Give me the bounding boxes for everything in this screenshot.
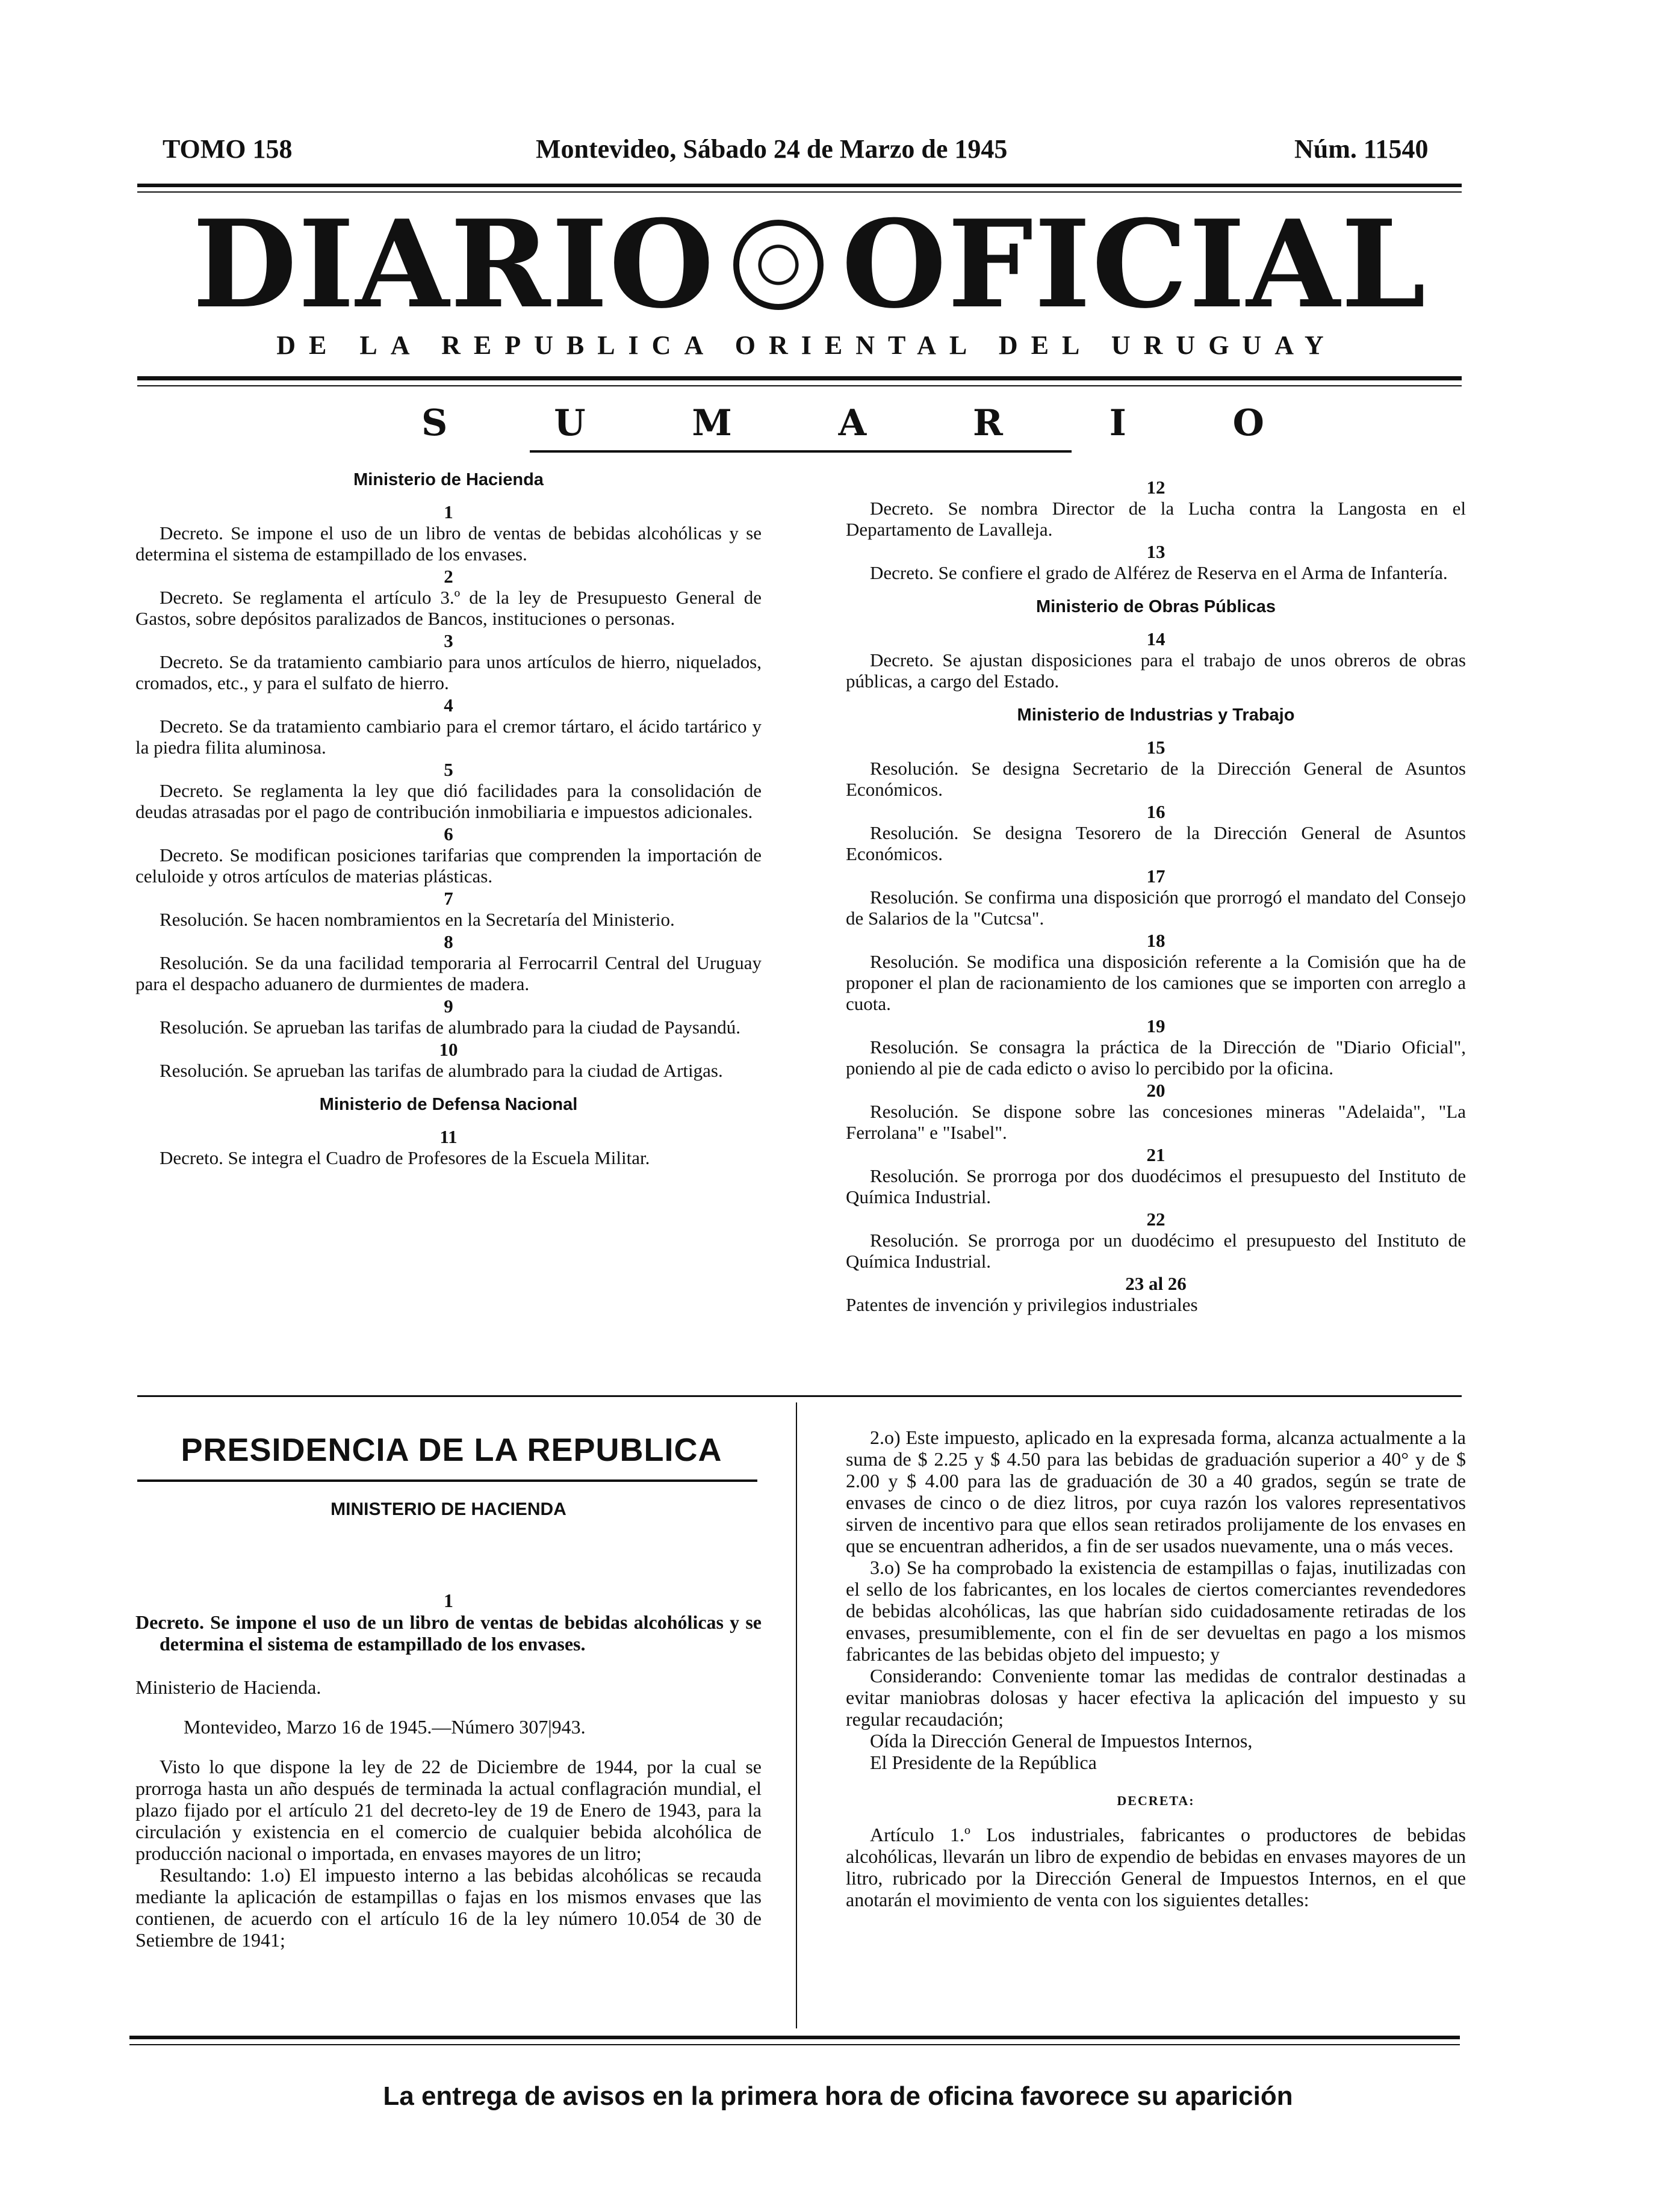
ministry-heading: Ministerio de Obras Públicas <box>1035 597 1276 616</box>
footer-rule-thin <box>129 2044 1460 2045</box>
sumario-item: Decreto. Se ajustan disposiciones para el trabajo de unos obreros de obras públicas, a cargo del Estado. <box>846 649 1466 692</box>
sumario-item: Resolución. Se aprueban las tarifas de alumbrado para la ciudad de Artigas. <box>160 1060 723 1081</box>
sumario-item: Patentes de invención y privilegios industriales <box>846 1294 1198 1315</box>
section-title: PRESIDENCIA DE LA REPUBLICA <box>181 1432 722 1468</box>
item-number: 9 <box>444 996 453 1017</box>
sumario-letter: A <box>838 402 867 444</box>
sumario-item: Resolución. Se aprueban las tarifas de alumbrado para la ciudad de Paysandú. <box>160 1017 740 1038</box>
footer-notice: La entrega de avisos en la primera hora de oficina favorece su aparición <box>383 2081 1293 2111</box>
item-number: 23 al 26 <box>1125 1273 1187 1294</box>
sumario-title <box>421 402 1264 444</box>
item-number: 19 <box>1146 1015 1165 1036</box>
section-title-rule <box>137 1479 757 1482</box>
masthead-subtitle: DE LA REPUBLICA ORIENTAL DEL URUGUAY <box>276 330 1337 360</box>
column-divider <box>796 1402 797 2028</box>
decree-article-1: Artículo 1.º Los industriales, fabricantes o productores de bebidas alcohólicas, llevarán un libro de expendio de bebidas en envases mayores de un litro, rubricado por la Dirección General de Impuestos Internos, en el que anotarán el movimiento de venta con los siguientes detalles: <box>846 1824 1466 1910</box>
tomo-label: TOMO 158 <box>163 134 293 164</box>
item-number: 16 <box>1146 801 1165 822</box>
ministry-heading: MINISTERIO DE HACIENDA <box>331 1499 566 1519</box>
ministry-heading: Ministerio de Hacienda <box>353 470 544 489</box>
decree-resultando-3: 3.o) Se ha comprobado la existencia de estampillas o fajas, inutilizadas con el sello de los fabricantes, en los locales de ciertos comerciantes revendedores de bebidas alcohólicas, las que habrían sido cuidadosamente retiradas de los envases, presumiblemente, con el fin de ser devueltas en pago a los mismos fabricantes de las bebidas objeto del impuesto; y <box>846 1557 1466 1665</box>
issue-date: Montevideo, Sábado 24 de Marzo de 1945 <box>536 134 1008 164</box>
sumario-item: Resolución. Se hacen nombramientos en la Secretaría del Ministerio. <box>160 909 675 930</box>
sumario-letter: U <box>554 402 586 444</box>
decree-resultando: Resultando: 1.o) El impuesto interno a las bebidas alcohólicas se recauda mediante la aplicación de estampillas o fajas en los mismos envases que las contienen, de acuerdo con el artículo 16 de la ley número 10.054 de 30 de Setiembre de 1941; <box>135 1864 762 1951</box>
decreta-heading: DECRETA: <box>1117 1793 1195 1808</box>
footer-rule <box>129 2036 1460 2039</box>
sumario-bottom-rule <box>137 1395 1462 1397</box>
decree-presidente: El Presidente de la República <box>870 1752 1097 1773</box>
sumario-item: Decreto. Se da tratamiento cambiario para unos artículos de hierro, niquelados, cromados, etc., y para el sulfato de hierro. <box>135 651 762 693</box>
sumario-item: Decreto. Se confiere el grado de Alférez de Reserva en el Arma de Infantería. <box>870 562 1448 583</box>
sumario-item: Resolución. Se designa Tesorero de la Dirección General de Asuntos Económicos. <box>846 822 1466 864</box>
sumario-underline <box>530 450 1072 453</box>
sumario-letter: R <box>973 402 1003 444</box>
coat-of-arms-icon <box>733 220 824 310</box>
ministry-heading: Ministerio de Industrias y Trabajo <box>1017 705 1295 725</box>
sumario-item: Resolución. Se designa Secretario de la Dirección General de Asuntos Económicos. <box>846 758 1466 800</box>
sumario-letter: M <box>692 402 732 444</box>
decree-title: Decreto. Se impone el uso de un libro de ventas de bebidas alcohólicas y se determina el sistema de estampillado de los envases. <box>135 1611 762 1655</box>
masthead-rule-thin <box>137 385 1462 386</box>
masthead-left: DIARIO <box>192 194 715 335</box>
decree-resultando-2: 2.o) Este impuesto, aplicado en la expresada forma, alcanza actualmente a la suma de $ 2.25 y $ 4.50 para las bebidas de graduación superior a 40° y de $ 2.00 y $ 4.00 para las de graduación de 30 a 40 grados, según se trate de envases de cinco o de diez litros, por cuya razón los valores representativos sirven de incentivo para que ellos sean retirados prolijamente de los envases en que se encuentran adheridos, a fin de ser usados nuevamente, una o más veces. <box>846 1427 1466 1557</box>
item-number: 5 <box>444 759 453 780</box>
sumario-item: Resolución. Se dispone sobre las concesiones mineras "Adelaida", "La Ferrolana" e "Isabel". <box>846 1101 1466 1143</box>
item-number: 2 <box>444 566 453 587</box>
sumario-left-column <box>135 463 762 1168</box>
body-left-column <box>135 1493 762 1951</box>
top-rule-thin <box>137 191 1462 193</box>
body-right-column <box>846 1427 1466 1910</box>
decree-considerando: Considerando: Conveniente tomar las medidas de contralor destinadas a evitar maniobras dolosas y hacer efectiva la aplicación del impuesto y su regular recaudación; <box>846 1665 1466 1730</box>
sumario-item: Resolución. Se consagra la práctica de la Dirección de "Diario Oficial", poniendo al pie de cada edicto o aviso lo percibido por la oficina. <box>846 1036 1466 1079</box>
item-number: 11 <box>439 1126 458 1147</box>
item-number: 17 <box>1146 866 1165 887</box>
sumario-item: Resolución. Se da una facilidad temporaria al Ferrocarril Central del Uruguay para el despacho aduanero de durmientes de madera. <box>135 952 762 994</box>
item-number: 1 <box>444 501 453 522</box>
item-number: 20 <box>1146 1080 1165 1101</box>
sumario-item: Decreto. Se modifican posiciones tarifarias que comprenden la importación de celuloide y otros artículos de materias plásticas. <box>135 844 762 887</box>
masthead-right: OFICIAL <box>841 194 1427 335</box>
sumario-item: Decreto. Se reglamenta la ley que dió facilidades para la consolidación de deudas atrasadas por el pago de contribución inmobiliaria e impuestos adicionales. <box>135 780 762 822</box>
decree-oida: Oída la Dirección General de Impuestos Internos, <box>870 1730 1253 1752</box>
item-number: 22 <box>1146 1209 1165 1230</box>
item-number: 10 <box>439 1039 458 1060</box>
item-number: 4 <box>444 695 453 716</box>
masthead <box>163 194 1457 335</box>
masthead-rule <box>137 376 1462 380</box>
top-rule <box>137 184 1462 187</box>
sumario-letter: O <box>1232 402 1264 444</box>
sumario-letter: I <box>1109 402 1126 444</box>
sumario-item: Resolución. Se prorroga por dos duodécimos el presupuesto del Instituto de Química Industrial. <box>846 1165 1466 1207</box>
item-number: 12 <box>1146 477 1165 498</box>
sumario-item: Resolución. Se modifica una disposición referente a la Comisión que ha de proponer el plan de racionamiento de los camiones que se importen con arreglo a cuota. <box>846 951 1466 1014</box>
sumario-item: Decreto. Se reglamenta el artículo 3.º de la ley de Presupuesto General de Gastos, sobre depósitos paralizados de Bancos, instituciones o personas. <box>135 587 762 629</box>
item-number: 7 <box>444 888 453 909</box>
sumario-letter: S <box>421 402 448 444</box>
item-number: 21 <box>1146 1144 1165 1165</box>
sumario-item: Resolución. Se prorroga por un duodécimo el presupuesto del Instituto de Química Industrial. <box>846 1230 1466 1272</box>
issue-number: Núm. 11540 <box>1294 134 1429 164</box>
item-number: 18 <box>1146 930 1165 951</box>
item-number: 8 <box>444 931 453 952</box>
decree-dateline: Montevideo, Marzo 16 de 1945.—Número 307|943. <box>184 1716 586 1738</box>
sumario-item: Decreto. Se da tratamiento cambiario para el cremor tártaro, el ácido tartárico y la piedra filita aluminosa. <box>135 716 762 758</box>
sumario-right-column <box>846 476 1466 1315</box>
item-number: 6 <box>444 823 453 844</box>
sumario-item: Decreto. Se integra el Cuadro de Profesores de la Escuela Militar. <box>160 1147 650 1168</box>
sumario-item: Decreto. Se nombra Director de la Lucha contra la Langosta en el Departamento de Lavalleja. <box>846 498 1466 540</box>
item-number: 13 <box>1146 541 1165 562</box>
decree-visto: Visto lo que dispone la ley de 22 de Diciembre de 1944, por la cual se prorroga hasta un año después de terminada la actual conflagración mundial, el plazo fijado por el artículo 21 del decreto-ley de 19 de Enero de 1943, para la circulación y existencia en el comercio de cualquier bebida alcohólica de producción nacional o importada, en envases mayores de un litro; <box>135 1756 762 1864</box>
decree-number: 1 <box>444 1590 453 1611</box>
item-number: 14 <box>1146 628 1165 649</box>
item-number: 3 <box>444 630 453 651</box>
sumario-item: Resolución. Se confirma una disposición que prorrogó el mandato del Consejo de Salarios de la "Cutcsa". <box>846 887 1466 929</box>
sumario-item: Decreto. Se impone el uso de un libro de ventas de bebidas alcohólicas y se determina el sistema de estampillado de los envases. <box>135 522 762 565</box>
ministry-heading: Ministerio de Defensa Nacional <box>319 1095 578 1114</box>
decree-origin: Ministerio de Hacienda. <box>135 1676 321 1698</box>
item-number: 15 <box>1146 737 1165 758</box>
